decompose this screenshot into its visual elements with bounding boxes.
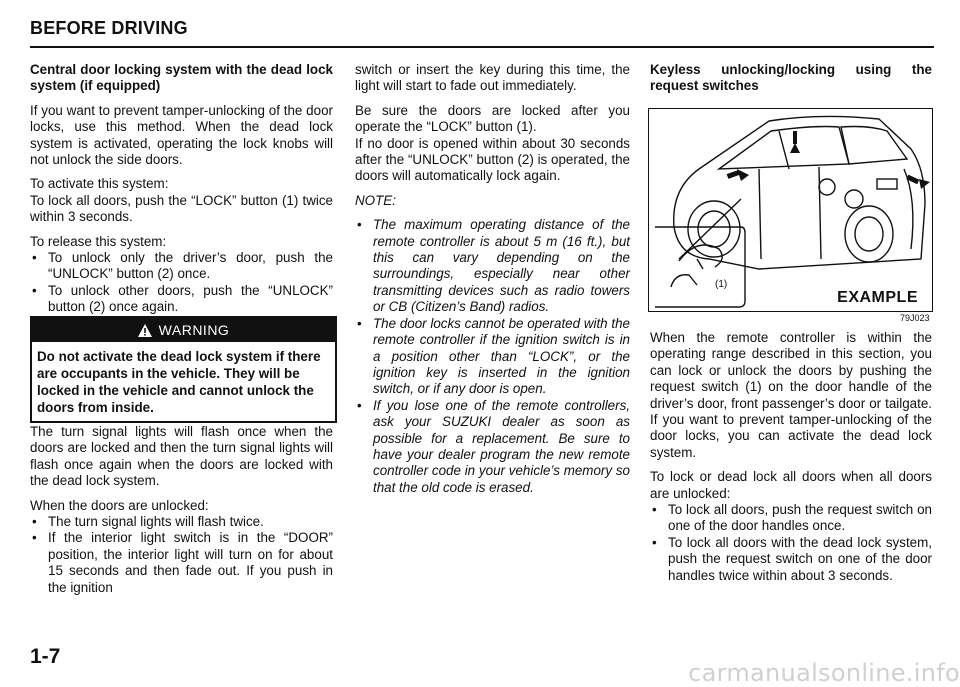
column-1-lower	[30, 424, 333, 604]
column-3-lower	[650, 330, 932, 592]
note-list	[355, 217, 630, 496]
paragraph: If you want to prevent tamper-unlocking of the door locks, use this method. When the dead lock system is activated, operating the lock knobs will not unlock the side doors.	[30, 102, 333, 168]
car-drawing	[649, 109, 932, 311]
note-heading: NOTE:	[355, 192, 396, 208]
release-bullet-list	[30, 250, 333, 316]
header-divider	[30, 46, 934, 48]
unlock-bullet-list	[30, 514, 333, 596]
list-item: • The turn signal lights will flash twice.	[30, 514, 333, 530]
section-heading-keyless: Keyless unlocking/locking using the request switches	[650, 62, 932, 94]
paragraph: The turn signal lights will flash once when the doors are locked and then the turn signal lights will flash once again when the doors are locked with the dead lock system.	[30, 424, 333, 489]
list-item: • If the interior light switch is in the “DOOR” position, the interior light will turn on for about 15 seconds and then fade out. If you push in the ignition	[30, 530, 333, 596]
section-heading-dead-lock: Central door locking system with the dead lock system (if equipped)	[30, 62, 333, 94]
note-item: • If you lose one of the remote controllers, ask your SUZUKI dealer as soon as possible for a replacement. Be sure to have your dealer program the new remote controller code in your vehicle’s memory so that the old code is erased.	[355, 398, 630, 496]
paragraph: To activate this system: To lock all doors, push the “LOCK” button (1) twice within 3 seconds.	[30, 176, 333, 225]
warning-box	[30, 316, 337, 423]
page-number: 1-7	[30, 645, 61, 668]
column-1	[30, 62, 333, 324]
warning-triangle-icon	[138, 324, 152, 337]
note-item: • The maximum operating distance of the remote controller is about 5 m (16 ft.), but this can vary depending on the surroundings, especially near other transmitting devices such as radio towers or CB (Citizen’s Band) radios.	[355, 217, 630, 315]
figure-code: 79J023	[900, 313, 930, 323]
list-item: • To unlock only the driver’s door, push the “UNLOCK” button (2) once.	[30, 250, 333, 283]
request-switch-bullet-list	[650, 502, 932, 584]
paragraph: To release this system:	[30, 233, 167, 249]
car-illustration	[648, 108, 933, 312]
warning-title-bar	[32, 318, 335, 342]
list-item: • To lock all doors with the dead lock system, push the request switch on one of the door handles twice within about 3 seconds.	[650, 535, 932, 584]
warning-text: Do not activate the dead lock system if there are occupants in the vehicle. They will be locked in the vehicle and cannot unlock the doors from inside.	[37, 349, 321, 415]
paragraph: When the remote controller is within the operating range described in this section, you can lock or unlock the doors by pushing the request switch (1) on the door handle of the driver’s door, front passenger’s door or tailgate. If you want to prevent tamper-unlocking of the door locks, you can activate the dead lock system.	[650, 330, 932, 460]
note-item: • The door locks cannot be operated with the remote controller if the ignition switch is in a position other than “LOCK”, or the ignition key is inserted in the ignition switch, or if any door is open.	[355, 316, 630, 398]
paragraph: To lock or dead lock all doors when all doors are unlocked:	[650, 469, 932, 501]
list-item: • To lock all doors, push the request switch on one of the door handles once.	[650, 502, 932, 535]
column-3	[650, 62, 932, 103]
paragraph: When the doors are unlocked:	[30, 497, 209, 513]
page-header-title: BEFORE DRIVING	[30, 18, 188, 38]
example-label: EXAMPLE	[837, 289, 918, 306]
callout-label: (1)	[715, 279, 728, 290]
column-2	[355, 62, 630, 496]
watermark: carmanualsonline.info	[688, 659, 960, 687]
warning-title: WARNING	[158, 322, 230, 338]
paragraph: Be sure the doors are locked after you operate the “LOCK” button (1). If no door is opened within about 30 seconds after the “UNLOCK” button (2) is operated, the doors will automatically lock again.	[355, 102, 630, 184]
list-item: • To unlock other doors, push the “UNLOCK” button (2) once again.	[30, 283, 333, 316]
paragraph: switch or insert the key during this time, the light will start to fade out immediately.	[355, 62, 630, 94]
